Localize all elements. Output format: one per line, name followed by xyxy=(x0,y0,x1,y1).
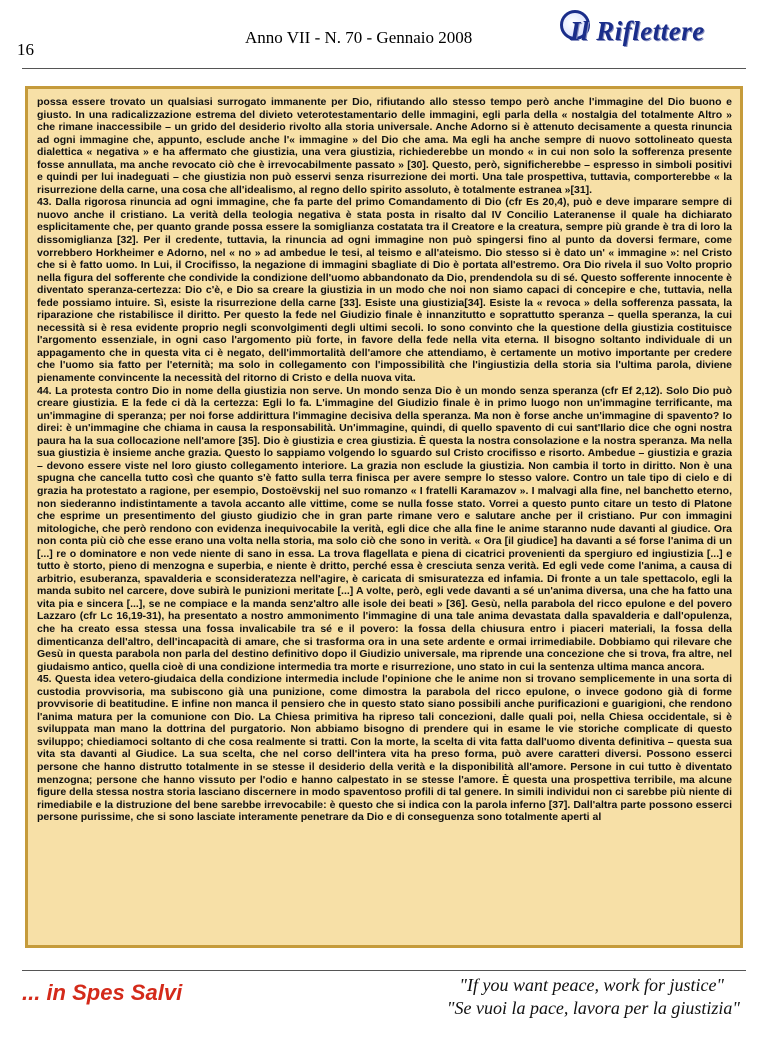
header-divider xyxy=(22,68,746,69)
issue-info: Anno VII - N. 70 - Gennaio 2008 xyxy=(245,28,473,47)
article-paragraph: 44. La protesta contro Dio in nome della giustizia non serve. Un mondo senza Dio è un mondo senza speranza (cfr Ef 2,12). Solo Dio può creare giustizia. E la fede ci dà la certezza: Egli lo fa. L'immagine del Giudizio finale è in primo luogo non un'immagine terrificante, ma un'immagine di speranza; per noi forse addirittura l'immagine decisiva della speranza. Ma non è forse anche un'immagine di spavento? Io direi: è un'immagine che chiama in causa la responsabilità. Un'immagine, quindi, di quello spavento di cui sant'Ilario dice che ogni nostra paura ha la sua collocazione nell'amore [35]. Dio è giustizia e crea giustizia. È questa la nostra consolazione e la nostra speranza. Ma nella sua giustizia è insieme anche grazia. Questo lo sappiamo volgendo lo sguardo sul Cristo crocifisso e risorto. Ambedue – giustizia e grazia – devono essere viste nel loro giusto collegamento interiore. La grazia non esclude la giustizia. Non cambia il torto in diritto. Non è una spugna che cancella tutto così che quanto s'è fatto sulla terra finisca per avere sempre lo stesso valore. Contro un tale tipo di cielo e di grazia ha protestato a ragione, per esempio, Dostoëvskij nel suo romanzo « I fratelli Karamazov ». I malvagi alla fine, nel banchetto eterno, non siederanno indistintamente a tavola accanto alle vittime, come se nulla fosse stato. Vorrei a questo punto citare un testo di Platone che esprime un presentimento del giusto giudizio che in gran parte rimane vero e salutare anche per il cristiano. Pur con immagini mitologiche, che però rendono con evidenza inequivocabile la verità, egli dice che alla fine le anime staranno nude davanti al giudice. Ora non conta più ciò che esse erano una volta nella storia, ma solo ciò che sono in verità. « Ora [il giudice] ha davanti a sé forse l'anima di un [...] re o dominatore e non vede niente di sano in essa. La trova flagellata e piena di cicatrici provenienti da spergiuro ed ingiustizia [...] e tutto è storto, pieno di menzogna e superbia, e niente è dritto, perché essa è cresciuta senza verità. Ed egli vede come l'anima, a causa di arbitrio, esuberanza, spavalderia e sconsideratezza nell'agire, è caricata di smisuratezza ed infamia. Di fronte a un tale spettacolo, egli la manda subito nel carcere, dove subirà le punizioni meritate [...] A volte, però, egli vede davanti a sé un'anima diversa, una che ha fatto una vita pia e sincera [...], se ne compiace e la manda senz'altro alle isole dei beati » [36]. Gesù, nella parabola del ricco epulone e del povero Lazzaro (cfr Lc 16,19-31), ha presentato a nostro ammonimento l'immagine di una tale anima devastata dalla spavalderia e dall'opulenza, che ha creato essa stessa una fossa invalicabile tra sé e il povero: la fossa della chiusura entro i piaceri materiali, la fossa della dimenticanza dell'altro, dell'incapacità di amare, che si trasforma ora in una sete ardente e ormai irrimediabile. Dobbiamo qui rilevare che Gesù in questa parabola non parla del destino definitivo dopo il Giudizio universale, ma riprende una concezione che si trova, fra altre, nel giudaismo antico, quella cioè di una condizione intermedia tra morte e risurrezione, uno stato in cui la sentenza ultima manca ancora. xyxy=(37,384,732,673)
article-paragraph: 45. Questa idea vetero-giudaica della condizione intermedia include l'opinione che le anime non si trovano semplicemente in una sorta di custodia provvisoria, ma subiscono già una punizione, come dimostra la parabola del ricco epulone, o invece godono già di forme provvisorie di beatitudine. E infine non manca il pensiero che in questo stato siano possibili anche purificazioni e guarigioni, che rendono l'anima matura per la comunione con Dio. La Chiesa primitiva ha ripreso tali concezioni, dalle quali poi, nella Chiesa occidentale, si è sviluppata man mano la dottrina del purgatorio. Non abbiamo bisogno di prendere qui in esame le vie storiche complicate di questo sviluppo; chiediamoci soltanto di che cosa realmente si tratti. Con la morte, la scelta di vita fatta dall'uomo diventa definitiva – questa sua vita sta davanti al Giudice. La sua scelta, che nel corso dell'intera vita ha preso forma, può avere caratteri diversi. Possono esserci persone che hanno distrutto totalmente in se stesse il desiderio della verità e la disponibilità all'amore. Persone in cui tutto è diventato menzogna; persone che hanno vissuto per l'odio e hanno calpestato in se stesse l'amore. È questa una prospettiva terribile, ma alcune figure della stessa nostra storia lasciano discernere in modo spaventoso profili di tal genere. In simili individui non ci sarebbe più niente di rimediabile e la distruzione del bene sarebbe irrevocabile: è questo che si indica con la parola inferno [37]. Dall'altra parte possono esserci persone purissime, che si sono lasciate interamente penetrare da Dio e di conseguenza sono totalmente aperti al xyxy=(37,673,732,824)
magazine-logo xyxy=(560,10,760,50)
article-body xyxy=(25,86,743,948)
article-paragraph: possa essere trovato un qualsiasi surrogato immanente per Dio, rifiutando allo stesso tempo però anche l'immagine del Dio buono e giusto. In una radicalizzazione estrema del divieto veterotestamentario delle immagini, egli parla della « nostalgia del totalmente Altro » che rimane inaccessibile – un grido del desiderio rivolto alla storia universale. Anche Adorno si è attenuto decisamente a questa rinuncia ad ogni immagine che, appunto, esclude anche l'« immagine » del Dio che ama. Ma egli ha anche sempre di nuovo sottolineato questa dialettica « negativa » e ha affermato che giustizia, una vera giustizia, richiederebbe un mondo « in cui non solo la sofferenza presente fosse annullata, ma anche revocato ciò che è irrevocabilmente passato » [30]. Questo, però, significherebbe – espresso in simboli positivi e quindi per lui inadeguati – che giustizia non può esservi senza risurrezione dei morti. Una tale prospettiva, tuttavia, comporterebbe « la risurrezione della carne, una cosa che all'idealismo, al regno dello spirito assoluto, è totalmente estranea »[31]. xyxy=(37,96,732,196)
logo-text: Il Riflettere xyxy=(570,16,705,46)
footer-quote-italian: "Se vuoi la pace, lavora per la giustizia" xyxy=(446,998,740,1018)
footer-quote-english: "If you want peace, work for justice" xyxy=(459,975,724,995)
footer-divider xyxy=(22,970,746,971)
footer-source: ... in Spes Salvi xyxy=(22,980,183,1005)
article-paragraph: 43. Dalla rigorosa rinuncia ad ogni immagine, che fa parte del primo Comandamento di Dio (cfr Es 20,4), può e deve imparare sempre di nuovo anche il cristiano. La verità della teologia negativa è stata posta in risalto dal IV Concilio Lateranense il quale ha dichiarato esplicitamente che, per quanto grande possa essere la somiglianza costatata tra il Creatore e la creatura, sempre più grande è tra di loro la dissomiglianza [32]. Per il credente, tuttavia, la rinuncia ad ogni immagine non può spingersi fino al punto da doversi fermare, come vorrebbero Horkheimer e Adorno, nel « no » ad ambedue le tesi, al teismo e all'ateismo. Dio stesso si è dato un' « immagine »: nel Cristo che si è fatto uomo. In Lui, il Crocifisso, la negazione di immagini sbagliate di Dio è portata all'estremo. Ora Dio rivela il suo Volto proprio nella figura del sofferente che condivide la condizione dell'uomo abbandonato da Dio, prendendola su di sé. Questo sofferente innocente è diventato speranza-certezza: Dio c'è, e Dio sa creare la giustizia in un modo che noi non siamo capaci di concepire e che, tuttavia, nella fede possiamo intuire. Sì, esiste la risurrezione della carne [33]. Esiste una giustizia[34]. Esiste la « revoca » della sofferenza passata, la riparazione che ristabilisce il diritto. Per questo la fede nel Giudizio finale è innanzitutto e soprattutto speranza – quella speranza, la cui necessità si è resa evidente proprio negli sconvolgimenti degli ultimi secoli. Io sono convinto che la questione della giustizia costituisce l'argomento essenziale, in ogni caso l'argomento più forte, in favore della fede nella vita eterna. Il bisogno soltanto individuale di un appagamento che in questa vita ci è negato, dell'immortalità dell'amore che attendiamo, è certamente un motivo importante per credere che l'uomo sia fatto per l'eternità; ma solo in collegamento con l'impossibilità che l'ingiustizia della storia sia l'ultima parola, diviene pienamente convincente la necessità del ritorno di Cristo e della nuova vita. xyxy=(37,196,732,385)
page-number: 16 xyxy=(17,40,34,59)
